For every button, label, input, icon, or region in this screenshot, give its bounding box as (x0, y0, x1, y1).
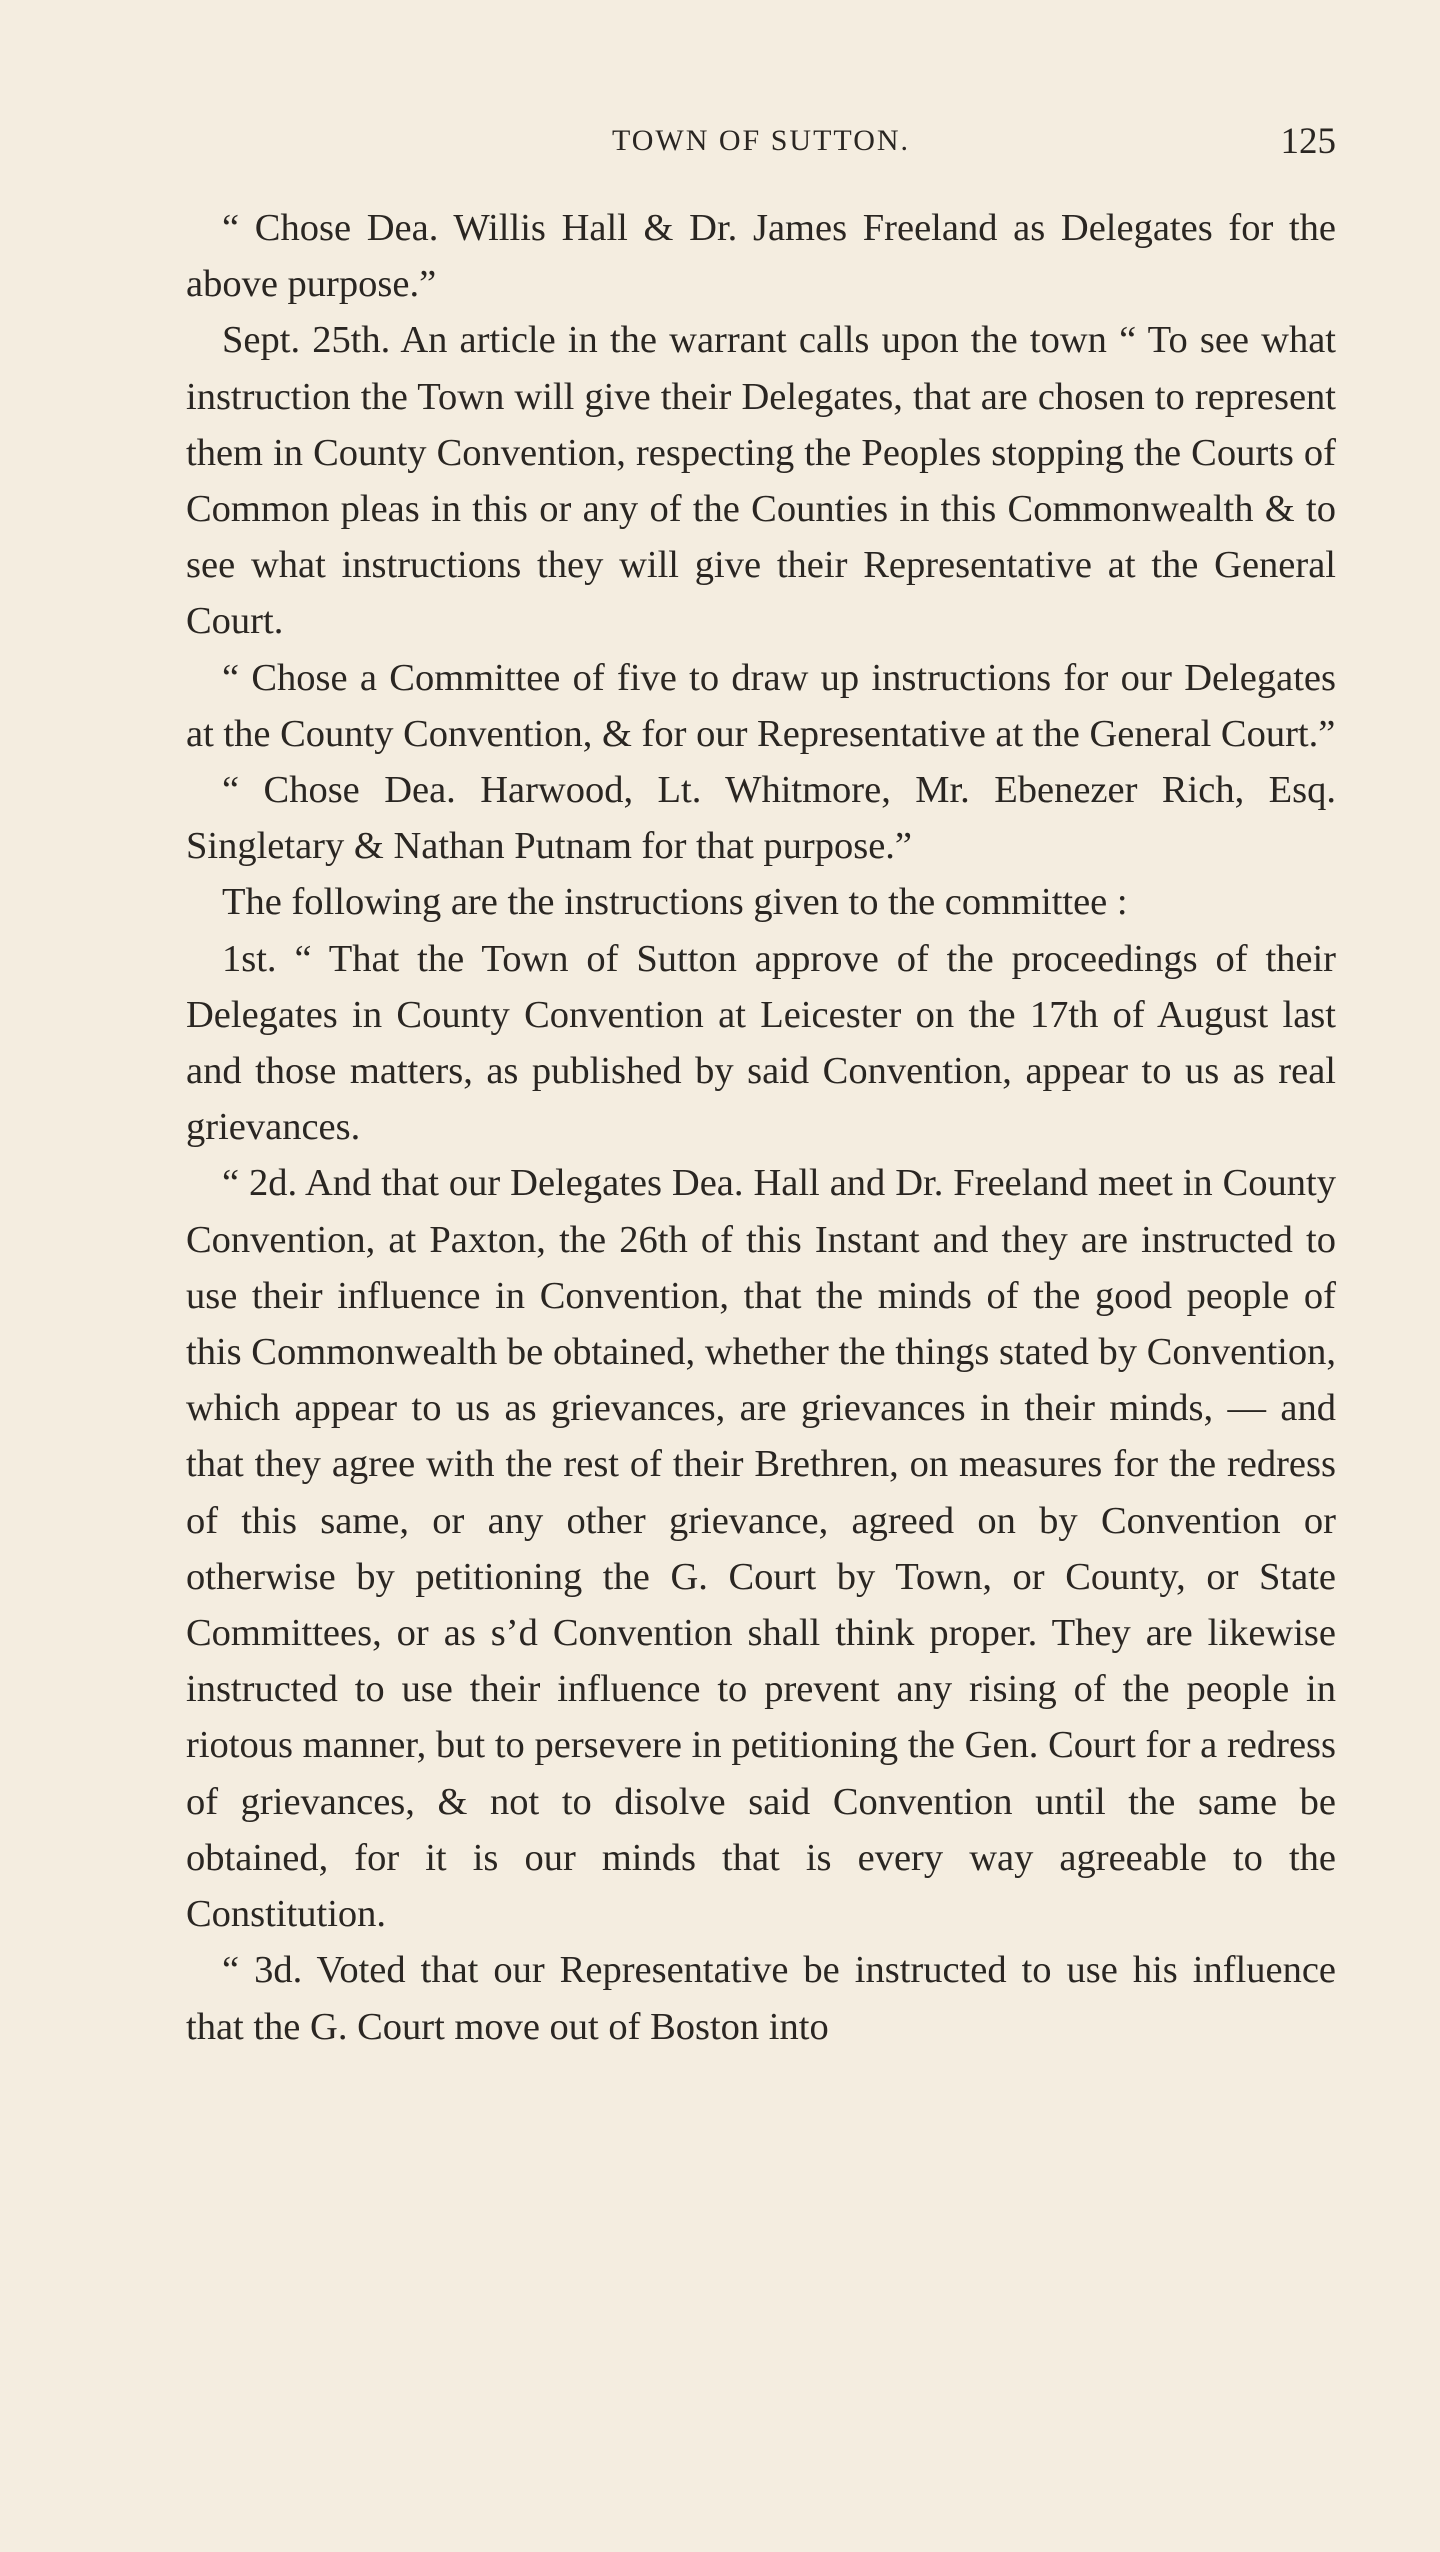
paragraph-delegates-chosen: “ Chose Dea. Willis Hall & Dr. James Freeland as Delegates for the above purpose.” (186, 207, 1336, 306)
paragraph-committee-of-five: “ Chose a Committee of five to draw up instructions for our Delegates at the County Convention, & for our Representative at the General Court.” (186, 656, 1336, 755)
page-number: 125 (1280, 121, 1336, 162)
paragraph-instruction-second: “ 2d. And that our Delegates Dea. Hall and Dr. Freeland meet in County Convention, at Paxton, the 26th of this Instant and they are instructed to use their influence in Convention, that the minds of the good people of this Commonwealth be obtained, whether the things stated by Convention, which appear to us as grievances, are grievances in their minds, — and that they agree with the rest of their Brethren, on measures for the redress of this same, or any other grievance, agreed on by Convention or otherwise by petitioning the G. Court by Town, or County, or State Committees, or as s’d Convention shall think proper. They are likewise instructed to use their influence to prevent any rising of the people in riotous manner, but to persevere in petitioning the Gen. Court for a redress of grievances, & not to disolve said Convention until the same be obtained, for it is our minds that is every way agreeable to the Constitution. (186, 1162, 1336, 1936)
paragraph-instruction-first: 1st. “ That the Town of Sutton approve of the proceedings of their Delegates in County Convention at Leicester on the 17th of August last and those matters, as published by said Convention, appear to us as real grievances. (186, 937, 1336, 1149)
paragraph-committee-members: “ Chose Dea. Harwood, Lt. Whitmore, Mr. Ebenezer Rich, Esq. Singletary & Nathan Putnam for that purpose.” (186, 769, 1336, 868)
running-title: TOWN OF SUTTON. (611, 124, 911, 157)
running-head (186, 120, 1336, 164)
body-text (186, 200, 1336, 2055)
paragraph-sept-article: Sept. 25th. An article in the warrant calls upon the town “ To see what instruction the Town will give their Delegates, that are chosen to represent them in County Convention, respecting the Peoples stopping the Courts of Common pleas in this or any of the Counties in this Commonwealth & to see what instructions they will give their Representative at the General Court. (186, 319, 1336, 643)
paragraph-instruction-third: “ 3d. Voted that our Representative be instructed to use his influence that the G. Court move out of Boston into (186, 1949, 1336, 2048)
paragraph-instructions-intro: The following are the instructions given to the committee : (222, 881, 1128, 924)
